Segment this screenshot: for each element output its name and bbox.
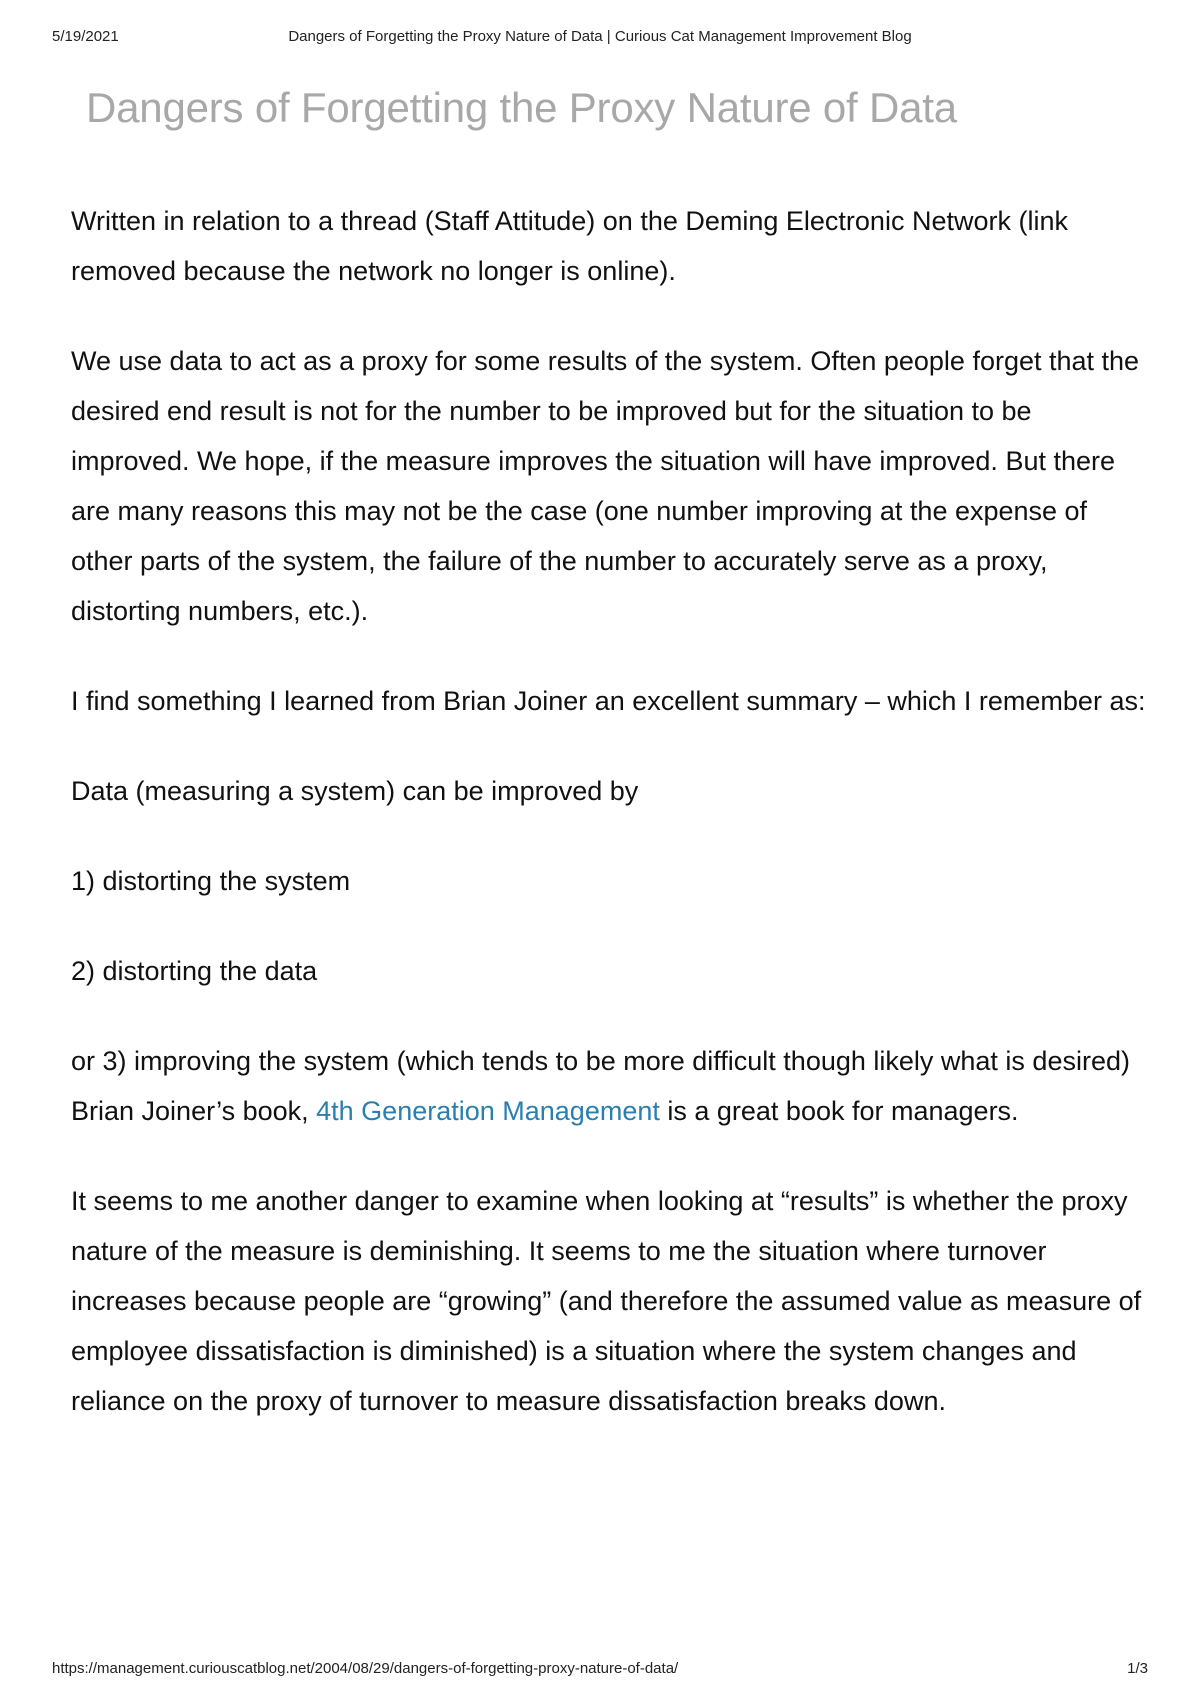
print-header <box>52 28 1148 48</box>
print-document-title: Dangers of Forgetting the Proxy Nature of Data | Curious Cat Management Improvement Blog <box>288 28 912 45</box>
print-footer <box>52 1660 1148 1680</box>
paragraph-data-improved: Data (measuring a system) can be improved by <box>71 776 639 806</box>
book-text-after: is a great book for managers. <box>659 1096 1019 1126</box>
paragraph-intro: Written in relation to a thread (Staff Attitude) on the Deming Electronic Network (link removed because the network no longer is online). <box>71 206 1068 286</box>
paragraph-book <box>71 1086 1146 1136</box>
article-body <box>71 196 1146 1466</box>
list-item-distort-system: 1) distorting the system <box>71 866 351 896</box>
paragraph-joiner-summary: I find something I learned from Brian Joiner an excellent summary – which I remember as: <box>71 686 1146 716</box>
book-link[interactable]: 4th Generation Management <box>316 1096 660 1126</box>
paragraph-danger: It seems to me another danger to examine when looking at “results” is whether the proxy nature of the measure is deminishing. It seems to me the situation where turnover increases because people are “growing” (and therefore the assumed value as measure of employee dissatisfaction is diminished) is a situation where the system changes and reliance on the proxy of turnover to measure dissatisfaction breaks down. <box>71 1186 1142 1416</box>
print-date: 5/19/2021 <box>52 28 119 45</box>
print-url: https://management.curiouscatblog.net/2004/08/29/dangers-of-forgetting-proxy-nature-of-data/ <box>52 1660 679 1677</box>
book-text-before: Brian Joiner’s book, <box>71 1096 317 1126</box>
paragraph-proxy: We use data to act as a proxy for some results of the system. Often people forget that the desired end result is not for the number to be improved but for the situation to be improved. We hope, if the measure improves the situation will have improved. But there are many reasons this may not be the case (one number improving at the expense of other parts of the system, the failure of the number to accurately serve as a proxy, distorting numbers, etc.). <box>71 346 1140 626</box>
page-title: Dangers of Forgetting the Proxy Nature of Data <box>86 84 957 131</box>
list-item-improve-system: or 3) improving the system (which tends to be more difficult though likely what is desired) <box>71 1046 1130 1076</box>
page-number: 1/3 <box>1127 1660 1148 1677</box>
list-item-distort-data: 2) distorting the data <box>71 956 318 986</box>
